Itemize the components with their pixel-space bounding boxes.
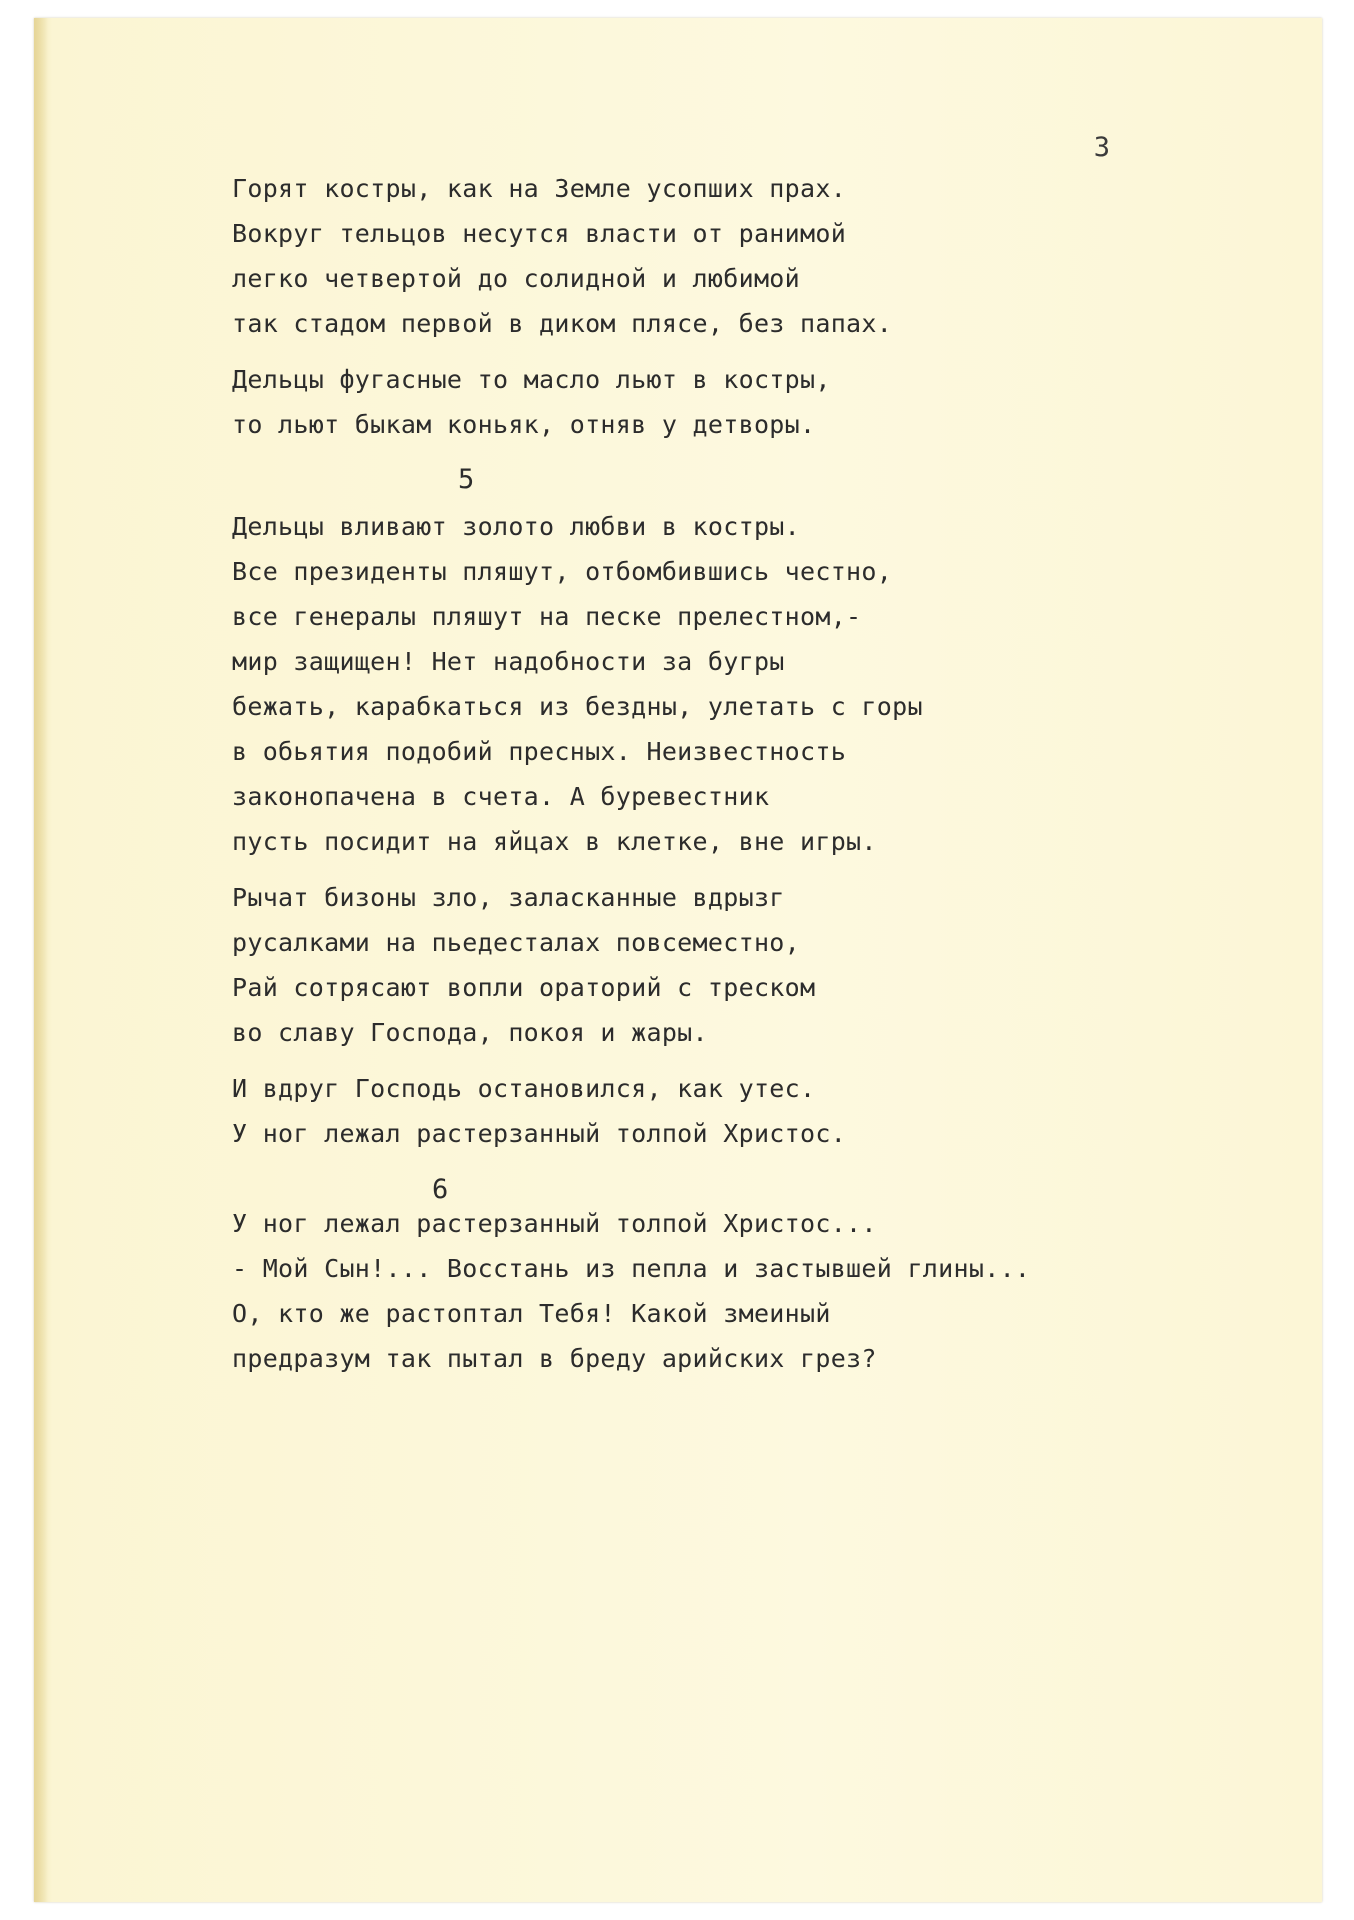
poem-line: Дельцы вливают золото любви в костры. (232, 512, 800, 541)
poem-line: И вдруг Господь остановился, как утес. (232, 1074, 816, 1103)
poem-line: в обьятия подобий пресных. Неизвестность (232, 737, 847, 766)
poem-line: У ног лежал растерзанный толпой Христос. (232, 1119, 847, 1148)
poem-line: русалками на пьедесталах повсеместно, (232, 928, 800, 957)
poem-line: У ног лежал растерзанный толпой Христос... (232, 1209, 877, 1238)
poem-line: во славу Господа, покоя и жары. (232, 1018, 708, 1047)
poem-line: Горят костры, как на Земле усопших прах. (232, 174, 847, 203)
poem-line: то льют быкам коньяк, отняв у детворы. (232, 410, 816, 439)
typed-page (34, 18, 1322, 1902)
poem-line: пусть посидит на яйцах в клетке, вне игры. (232, 827, 877, 856)
poem-line: Рычат бизоны зло, заласканные вдрызг (232, 883, 785, 912)
poem-line: О, кто же растоптал Тебя! Какой змеиный (232, 1299, 831, 1328)
poem-line: законопачена в счета. А буревестник (232, 782, 770, 811)
section-number: 6 (432, 1174, 449, 1205)
page-number: 3 (1093, 132, 1110, 163)
poem-line: предразум так пытал в бреду арийских грез? (232, 1344, 877, 1373)
poem-line: Дельцы фугасные то масло льют в костры, (232, 365, 831, 394)
poem-line: все генералы пляшут на песке прелестном,- (232, 602, 862, 631)
poem-line: - Мой Сын!... Восстань из пепла и застывшей глины... (232, 1254, 1031, 1283)
poem-line: бежать, карабкаться из бездны, улетать с горы (232, 692, 923, 721)
section-number: 5 (458, 464, 475, 495)
poem-line: Вокруг тельцов несутся власти от ранимой (232, 219, 847, 248)
poem-line: Все президенты пляшут, отбомбившись честно, (232, 557, 893, 586)
poem-line: мир защищен! Нет надобности за бугры (232, 647, 785, 676)
poem-line: Рай сотрясают вопли ораторий с треском (232, 973, 816, 1002)
poem-line: легко четвертой до солидной и любимой (232, 264, 800, 293)
poem-line: так стадом первой в диком плясе, без папах. (232, 309, 893, 338)
